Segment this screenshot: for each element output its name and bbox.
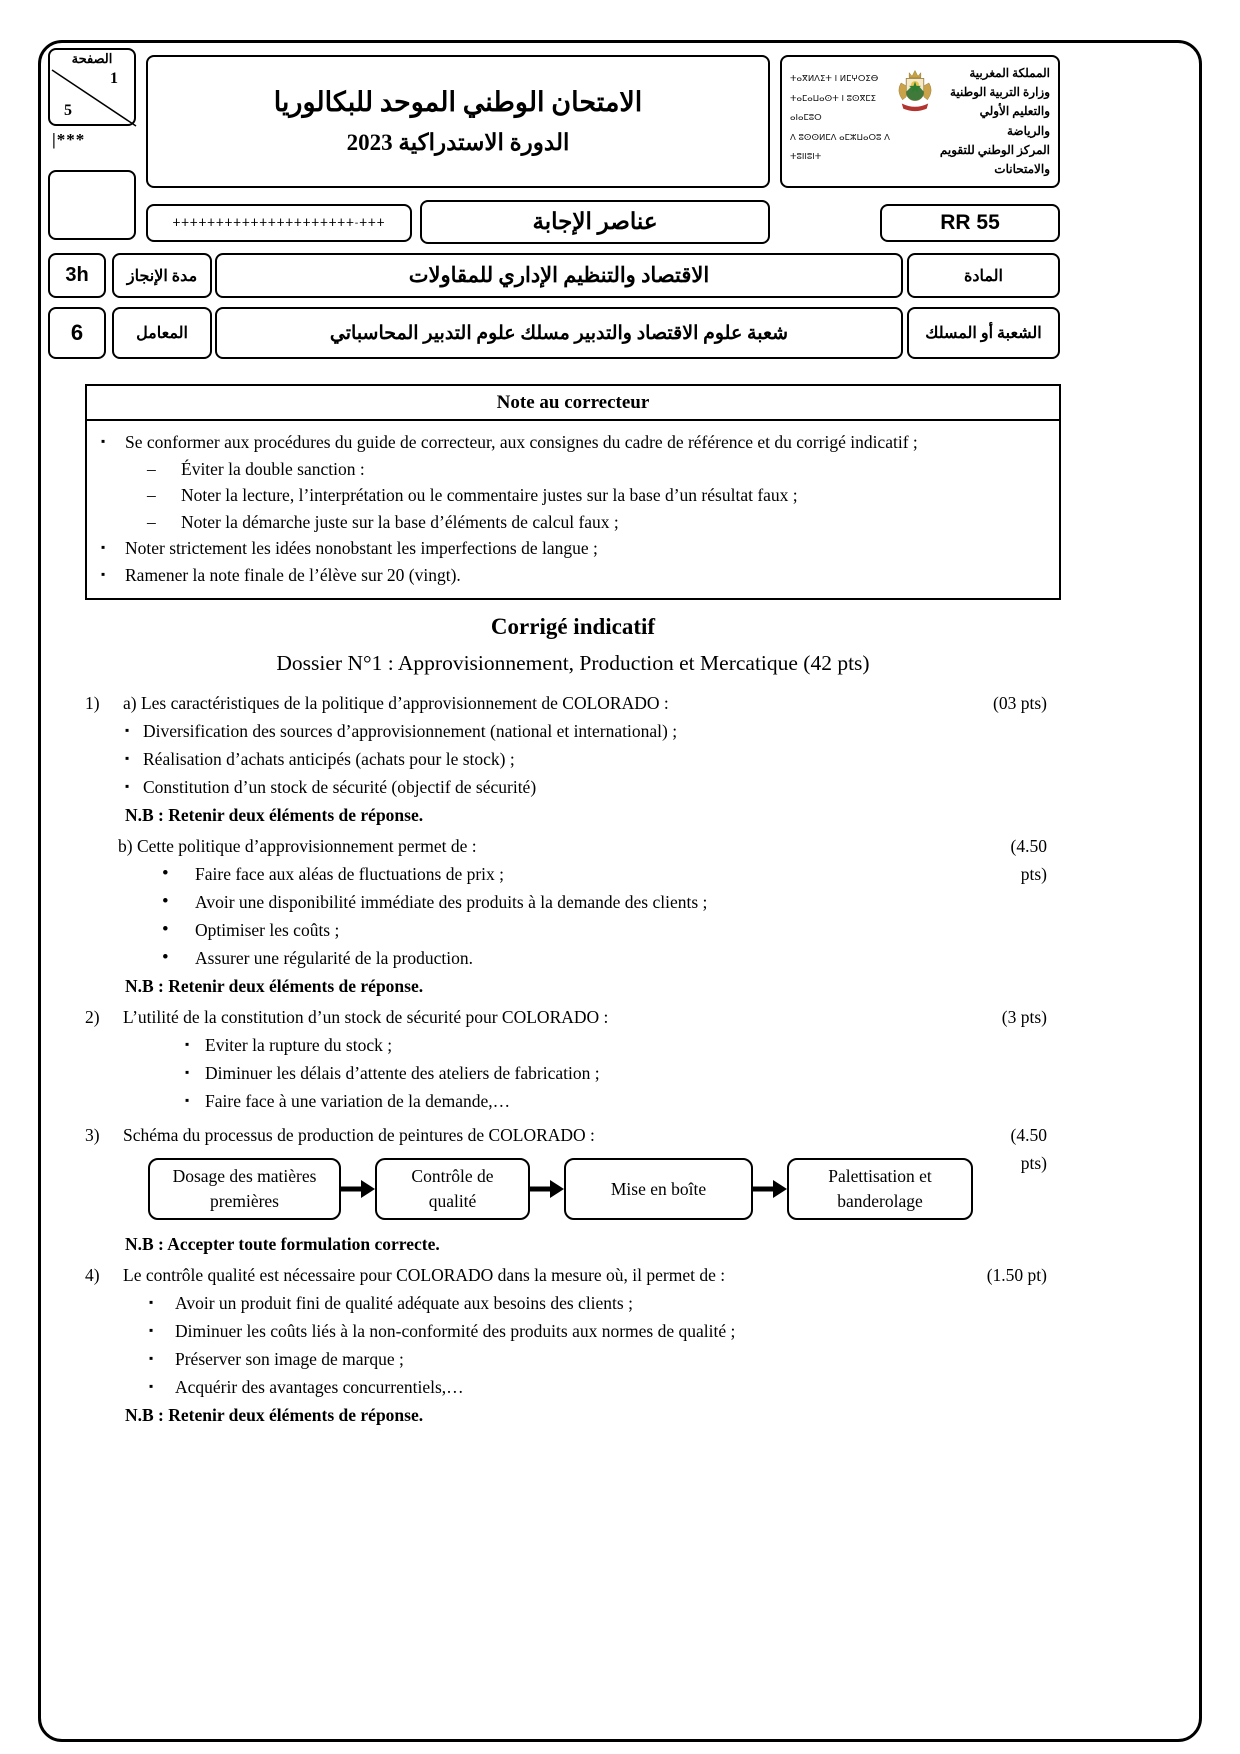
question-number: 3) [85,1125,100,1145]
ministry-tifinagh [790,64,893,168]
page-number-box [48,48,136,126]
question-text: Schéma du processus de production de peintures de COLORADO : [123,1125,595,1145]
exam-session: الدورة الاستدراكية 2023 [346,130,570,155]
answer-bullet: ▪ Diminuer les délais d’attente des ateliers de fabrication ; [85,1059,1061,1087]
document-body [85,384,1061,1429]
branch-label-box [907,307,1060,359]
flow-arrow-icon [753,1178,787,1200]
answer-bullet: ▪ Diversification des sources d’approvisionnement (national et international) ; [85,717,1061,745]
flow-arrow-icon [530,1178,564,1200]
page-number: 1 [110,70,118,87]
question-3 [85,1121,1061,1173]
ministry-tifinagh-line: ⵜⴰⵎⴰⵡⴰⵙⵜ ⵏ ⵓⵙⴳⵎⵉ ⴰⵏⴰⵎⵓⵔ [790,93,877,124]
points-label: (4.50 pts) [1010,836,1047,884]
dossier-title: Dossier N°1 : Approvisionnement, Production et Mercatique (42 pts) [276,651,870,675]
candidate-code-box [48,170,136,240]
answer-bullet: • Assurer une régularité de la production. [85,944,1061,972]
flow-step: Mise en boîte [564,1158,753,1220]
ministry-arabic-line: وزارة التربية الوطنية [949,85,1050,100]
answer-elements-label: عناصر الإجابة [532,209,658,234]
branch-title-box [215,307,903,359]
note-box [85,384,1061,600]
exam-code: RR 55 [940,211,1000,234]
branch-label: الشعبة أو المسلك [925,325,1042,342]
points-label: (03 pts) [993,693,1047,713]
answer-bullet: ▪ Acquérir des avantages concurrentiels,… [85,1373,1061,1401]
note-subitem: – Noter la lecture, l’interprétation ou le commentaire justes sur la base d’un résultat faux ; [89,482,1043,509]
question-text: b) Cette politique d’approvisionnement permet de : [118,836,477,856]
ministry-arabic-line: المركز الوطني للتقويم والامتحانات [939,142,1050,176]
coefficient-label-box [112,307,212,359]
question-text: a) Les caractéristiques de la politique d’approvisionnement de COLORADO : [123,693,669,713]
flow-step: Dosage des matières premières [148,1158,341,1220]
question-1a [85,689,1061,717]
exam-serial-mark: |*** [52,130,86,149]
answer-bullet: • Optimiser les coûts ; [85,916,1061,944]
answer-bullet: • Avoir une disponibilité immédiate des produits à la demande des clients ; [85,888,1061,916]
corrige-title: Corrigé indicatif [490,614,656,639]
tifinagh-strip: ⵜⵜⵜⵜⵜⵜⵜⵜⵜⵜⵜⵜⵜⵜⵜⵜⵜⵜⵜⵜⵜ-ⵜⵜⵜ [172,217,386,229]
answer-bullet: ▪ Réalisation d’achats anticipés (achats pour le stock) ; [85,745,1061,773]
nb-note: N.B : Retenir deux éléments de réponse. [125,805,424,825]
note-list [87,421,1059,598]
points-label: (1.50 pt) [986,1265,1047,1285]
note-title: Note au correcteur [87,386,1059,421]
question-4 [85,1261,1061,1289]
ministry-arabic-line: والتعليم الأولي والرياضة [979,104,1050,138]
coefficient-label: المعامل [136,325,188,342]
coefficient-value-box [48,307,106,359]
answer-bullet: ▪ Faire face à une variation de la demande,… [85,1087,1061,1115]
question-2 [85,1003,1061,1031]
exam-title-box [146,55,770,188]
note-item: ▪ Se conformer aux procédures du guide de correcteur, aux consignes du cadre de référence et du corrigé indicatif ; [89,429,1043,456]
question-text: L’utilité de la constitution d’un stock de sécurité pour COLORADO : [123,1007,609,1027]
page-total: 5 [64,102,72,119]
ministry-tifinagh-line: ⵜⴰⴳⵍⴷⵉⵜ ⵏ ⵍⵎⵖⵔⵉⴱ [790,74,879,84]
flow-arrow-icon [341,1178,375,1200]
subject-label: المادة [964,267,1003,285]
points-label: (4.50 pts) [1010,1125,1047,1173]
nb-note: N.B : Retenir deux éléments de réponse. [125,976,424,996]
points-label: (3 pts) [1001,1007,1047,1027]
answer-bullet: ▪ Préserver son image de marque ; [85,1345,1061,1373]
ministry-box [780,55,1060,188]
nb-note: N.B : Accepter toute formulation correcte. [125,1234,440,1254]
note-item: ▪ Ramener la note finale de l’élève sur 20 (vingt). [89,562,1043,589]
answer-bullet: ▪ Diminuer les coûts liés à la non-conformité des produits aux normes de qualité ; [85,1317,1061,1345]
duration-value: 3h [65,264,89,286]
ministry-arabic [937,64,1050,179]
coat-of-arms [893,66,937,116]
answer-bullet: ▪ Avoir un produit fini de qualité adéquate aux besoins des clients ; [85,1289,1061,1317]
answer-bullet: ▪ Constitution d’un stock de sécurité (objectif de sécurité) [85,773,1061,801]
subject-label-box [907,253,1060,298]
question-text: Le contrôle qualité est nécessaire pour COLORADO dans la mesure où, il permet de : [123,1265,726,1285]
flow-step: Palettisation et banderolage [787,1158,973,1220]
subject-title: الاقتصاد والتنظيم الإداري للمقاولات [408,263,710,287]
question-number: 1) [85,693,100,713]
duration-value-box [48,253,106,298]
answer-elements-box [420,200,770,244]
question-number: 4) [85,1265,100,1285]
ministry-arabic-line: المملكة المغربية [969,66,1050,80]
note-item: ▪ Noter strictement les idées nonobstant les imperfections de langue ; [89,535,1043,562]
nb-note: N.B : Retenir deux éléments de réponse. [125,1405,424,1425]
exam-code-box [880,204,1060,242]
coefficient-value: 6 [70,320,84,345]
note-subitem: – Éviter la double sanction : [89,456,1043,483]
question-number: 2) [85,1007,100,1027]
answer-bullet: ▪ Eviter la rupture du stock ; [85,1031,1061,1059]
flow-diagram [148,1158,1061,1220]
duration-label-box [112,253,212,298]
ministry-tifinagh-line: ⴷ ⵓⵙⵙⵍⵎⴷ ⴰⵎⵣⵡⴰⵔⵓ ⴷ ⵜⵓⵏⵏⵓⵏⵜ [790,132,890,163]
page-label: الصفحة [71,51,113,66]
answer-bullet: • Faire face aux aléas de fluctuations de prix ; [85,860,1061,888]
note-subitem: – Noter la démarche juste sur la base d’éléments de calcul faux ; [89,509,1043,536]
subject-title-box [215,253,903,298]
branch-title: شعبة علوم الاقتصاد والتدبير مسلك علوم التدبير المحاسباتي [329,322,789,344]
duration-label: مدة الإنجاز [126,267,198,285]
flow-step: Contrôle de qualité [375,1158,530,1220]
exam-title: الامتحان الوطني الموحد للبكالوريا [273,87,643,117]
tifinagh-strip-box [146,204,412,242]
